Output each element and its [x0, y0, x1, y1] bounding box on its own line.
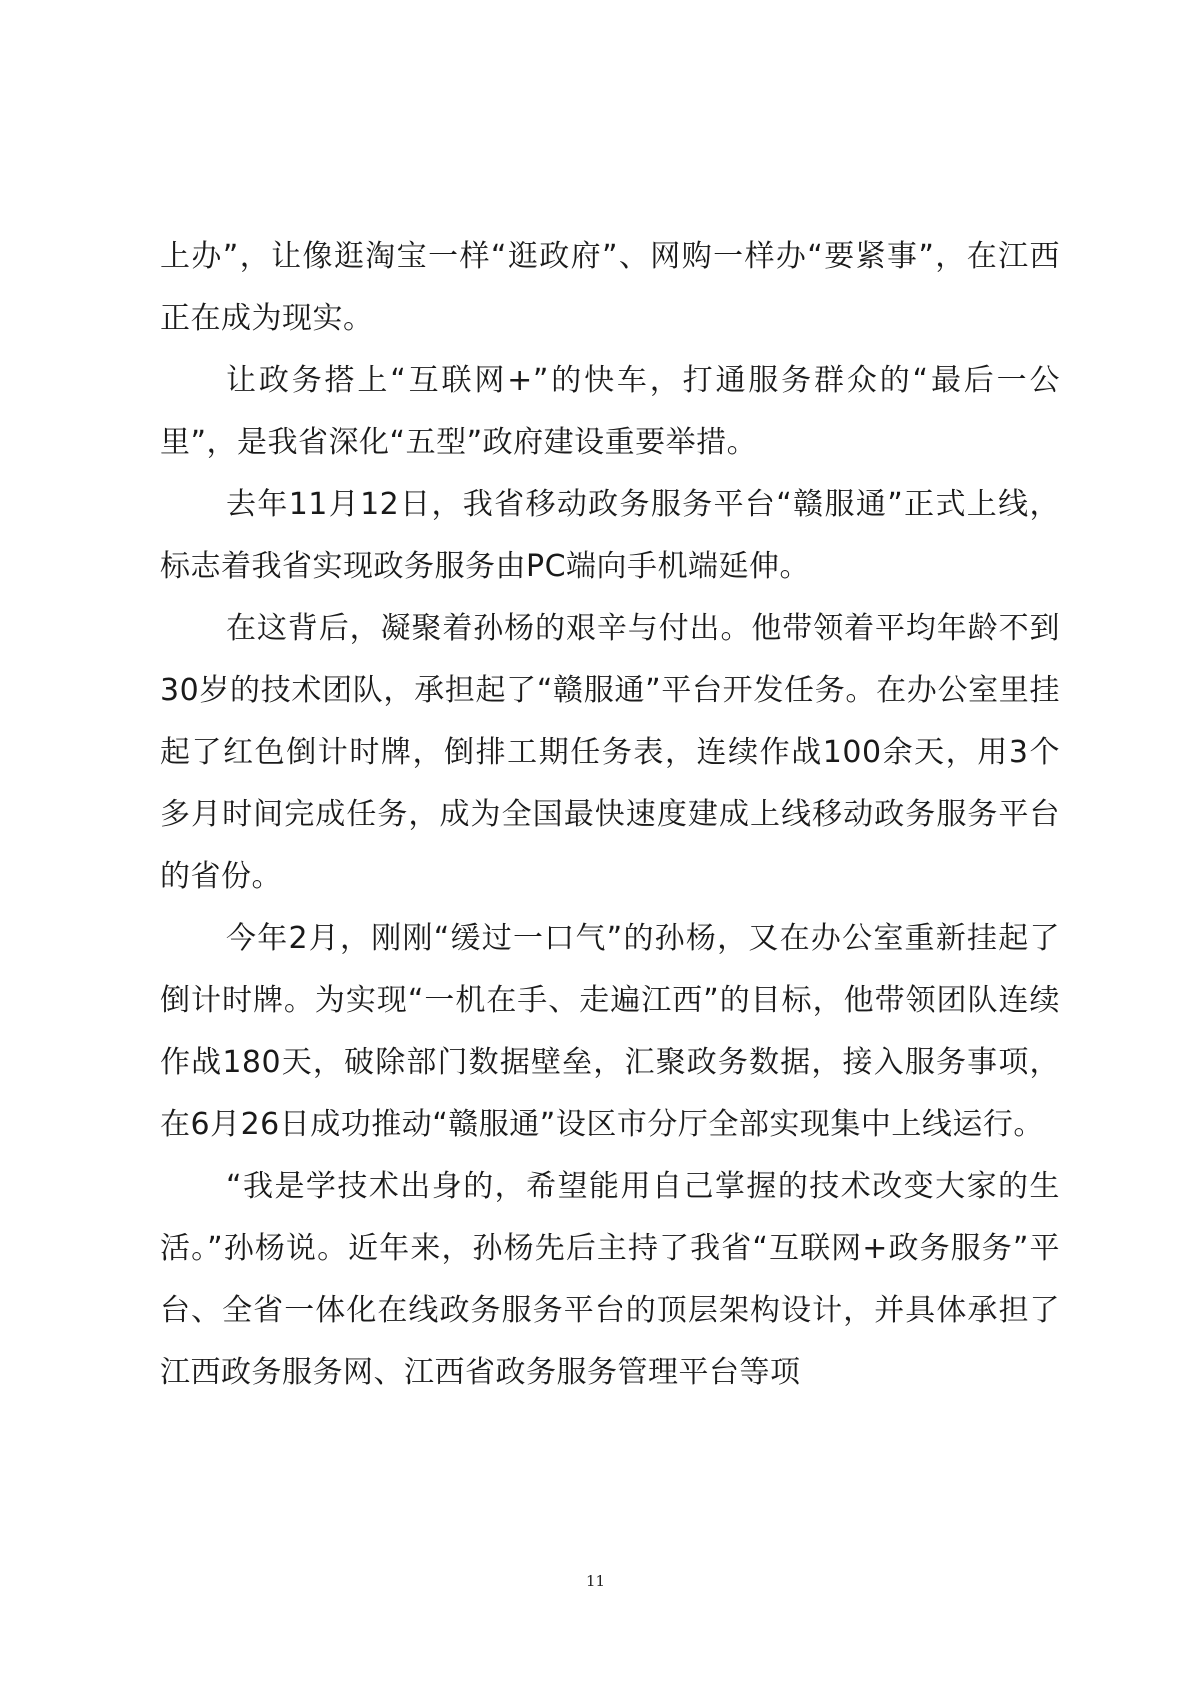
paragraph: 去年11月12日，我省移动政务服务平台“赣服通”正式上线，标志着我省实现政务服务由PC端向手机端延伸。 [160, 487, 1060, 584]
paragraph: 让政务搭上“互联网+”的快车，打通服务群众的“最后一公里”，是我省深化“五型”政府建设重要举措。 [160, 363, 1060, 460]
paragraph: 在这背后，凝聚着孙杨的艰辛与付出。他带领着平均年龄不到30岁的技术团队，承担起了“赣服通”平台开发任务。在办公室里挂起了红色倒计时牌，倒排工期任务表，连续作战100余天，用3个多月时间完成任务，成为全国最快速度建成上线移动政务服务平台的省份。 [160, 611, 1060, 894]
paragraph-continuation: 上办”，让像逛淘宝一样“逛政府”、网购一样办“要紧事”，在江西正在成为现实。 [160, 239, 1060, 336]
body-text [160, 226, 1060, 1404]
paragraph: “我是学技术出身的，希望能用自己掌握的技术改变大家的生活。”孙杨说。近年来，孙杨先后主持了我省“互联网+政务服务”平台、全省一体化在线政务服务平台的顶层架构设计，并具体承担了江西政务服务网、江西省政务服务管理平台等项 [160, 1169, 1060, 1390]
page-number: 11 [585, 1572, 606, 1590]
paragraph: 今年2月，刚刚“缓过一口气”的孙杨，又在办公室重新挂起了倒计时牌。为实现“一机在手、走遍江西”的目标，他带领团队连续作战180天，破除部门数据壁垒，汇聚政务数据，接入服务事项，在6月26日成功推动“赣服通”设区市分厅全部实现集中上线运行。 [160, 921, 1060, 1142]
